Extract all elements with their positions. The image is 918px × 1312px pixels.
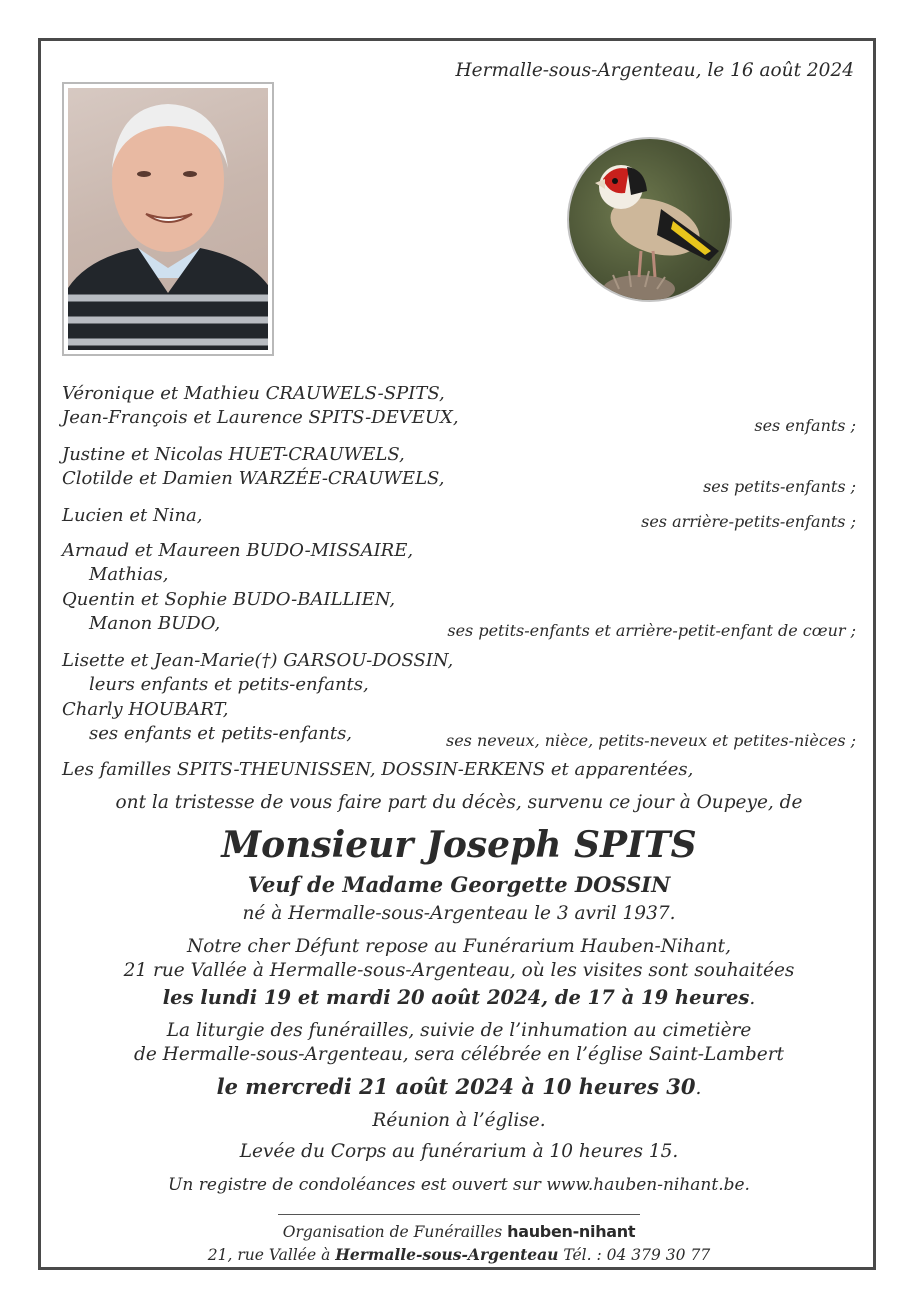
family-line: Quentin et Sophie BUDO-BAILLIEN, <box>62 589 396 610</box>
liturgy-line-2: de Hermalle-sous-Argenteau, sera célébrée en l’église Saint-Lambert <box>134 1044 784 1065</box>
relation-label: ses neveux, nièce, petits-neveux et petites-nièces ; <box>445 731 856 750</box>
phone-number: Tél. : 04 379 30 77 <box>563 1246 711 1264</box>
liturgy-line-1: La liturgie des funérailles, suivie de l’inhumation au cimetière <box>166 1020 752 1041</box>
family-line: Mathias, <box>89 564 169 585</box>
family-line: Justine et Nicolas HUET-CRAUWELS, <box>62 444 405 465</box>
visits-dates: les lundi 19 et mardi 20 août 2024, de 17 à 19 heures <box>162 986 750 1009</box>
address-prefix: 21, rue Vallée à <box>207 1246 331 1264</box>
ceremony-period: . <box>695 1078 702 1099</box>
relation-label: ses petits-enfants et arrière-petit-enfant de cœur ; <box>447 621 856 640</box>
ceremony-line <box>42 1074 876 1099</box>
org-prefix: Organisation de Funérailles <box>282 1223 503 1241</box>
deceased-name: Monsieur Joseph SPITS <box>221 824 697 866</box>
footer-divider <box>278 1214 640 1215</box>
rest-line-2: 21 rue Vallée à Hermalle-sous-Argenteau, où les visites sont souhaitées <box>123 960 795 981</box>
widower-line: Veuf de Madame Georgette DOSSIN <box>247 872 671 897</box>
family-line: Charly HOUBART, <box>62 699 229 720</box>
family-line: Véronique et Mathieu CRAUWELS-SPITS, <box>62 383 445 404</box>
ceremony-date: le mercredi 21 août 2024 à 10 heures 30 <box>216 1074 696 1099</box>
meeting-line: Réunion à l’église. <box>372 1110 546 1131</box>
announcement-text: ont la tristesse de vous faire part du décès, survenu ce jour à Oupeye, de <box>115 792 803 813</box>
family-line: Lucien et Nina, <box>62 505 203 526</box>
relation-label: ses enfants ; <box>754 416 856 435</box>
family-line: Les familles SPITS-THEUNISSEN, DOSSIN-ERKENS et apparentées, <box>62 759 694 780</box>
place-date: Hermalle-sous-Argenteau, le 16 août 2024 <box>455 60 854 81</box>
visits-line <box>42 986 876 1009</box>
goldfinch-icon <box>569 139 730 300</box>
footer-address <box>42 1245 876 1264</box>
address-town: Hermalle-sous-Argenteau <box>335 1245 559 1264</box>
goldfinch-medallion <box>567 137 732 302</box>
family-line: leurs enfants et petits-enfants, <box>89 674 369 695</box>
register-line: Un registre de condoléances est ouvert sur www.hauben-nihant.be. <box>168 1175 750 1195</box>
family-line: Jean-François et Laurence SPITS-DEVEUX, <box>62 407 459 428</box>
relation-label: ses arrière-petits-enfants ; <box>641 512 856 531</box>
family-line: Manon BUDO, <box>89 613 221 634</box>
family-line: Clotilde et Damien WARZÉE-CRAUWELS, <box>62 468 445 489</box>
rest-line-1: Notre cher Défunt repose au Funérarium Hauben-Nihant, <box>187 936 731 957</box>
family-line: Lisette et Jean-Marie(†) GARSOU-DOSSIN, <box>62 650 454 671</box>
family-line: ses enfants et petits-enfants, <box>89 723 353 744</box>
portrait-illustration <box>68 88 268 350</box>
family-line: Arnaud et Maureen BUDO-MISSAIRE, <box>62 540 414 561</box>
levee-line: Levée du Corps au funérarium à 10 heures 15. <box>239 1141 679 1162</box>
brand-logo-text: hauben-nihant <box>507 1222 636 1241</box>
portrait-photo <box>62 82 274 356</box>
visits-period: . <box>749 988 756 1009</box>
birth-line: né à Hermalle-sous-Argenteau le 3 avril 1937. <box>242 903 676 924</box>
relation-label: ses petits-enfants ; <box>703 477 856 496</box>
footer-organisation <box>42 1222 876 1241</box>
